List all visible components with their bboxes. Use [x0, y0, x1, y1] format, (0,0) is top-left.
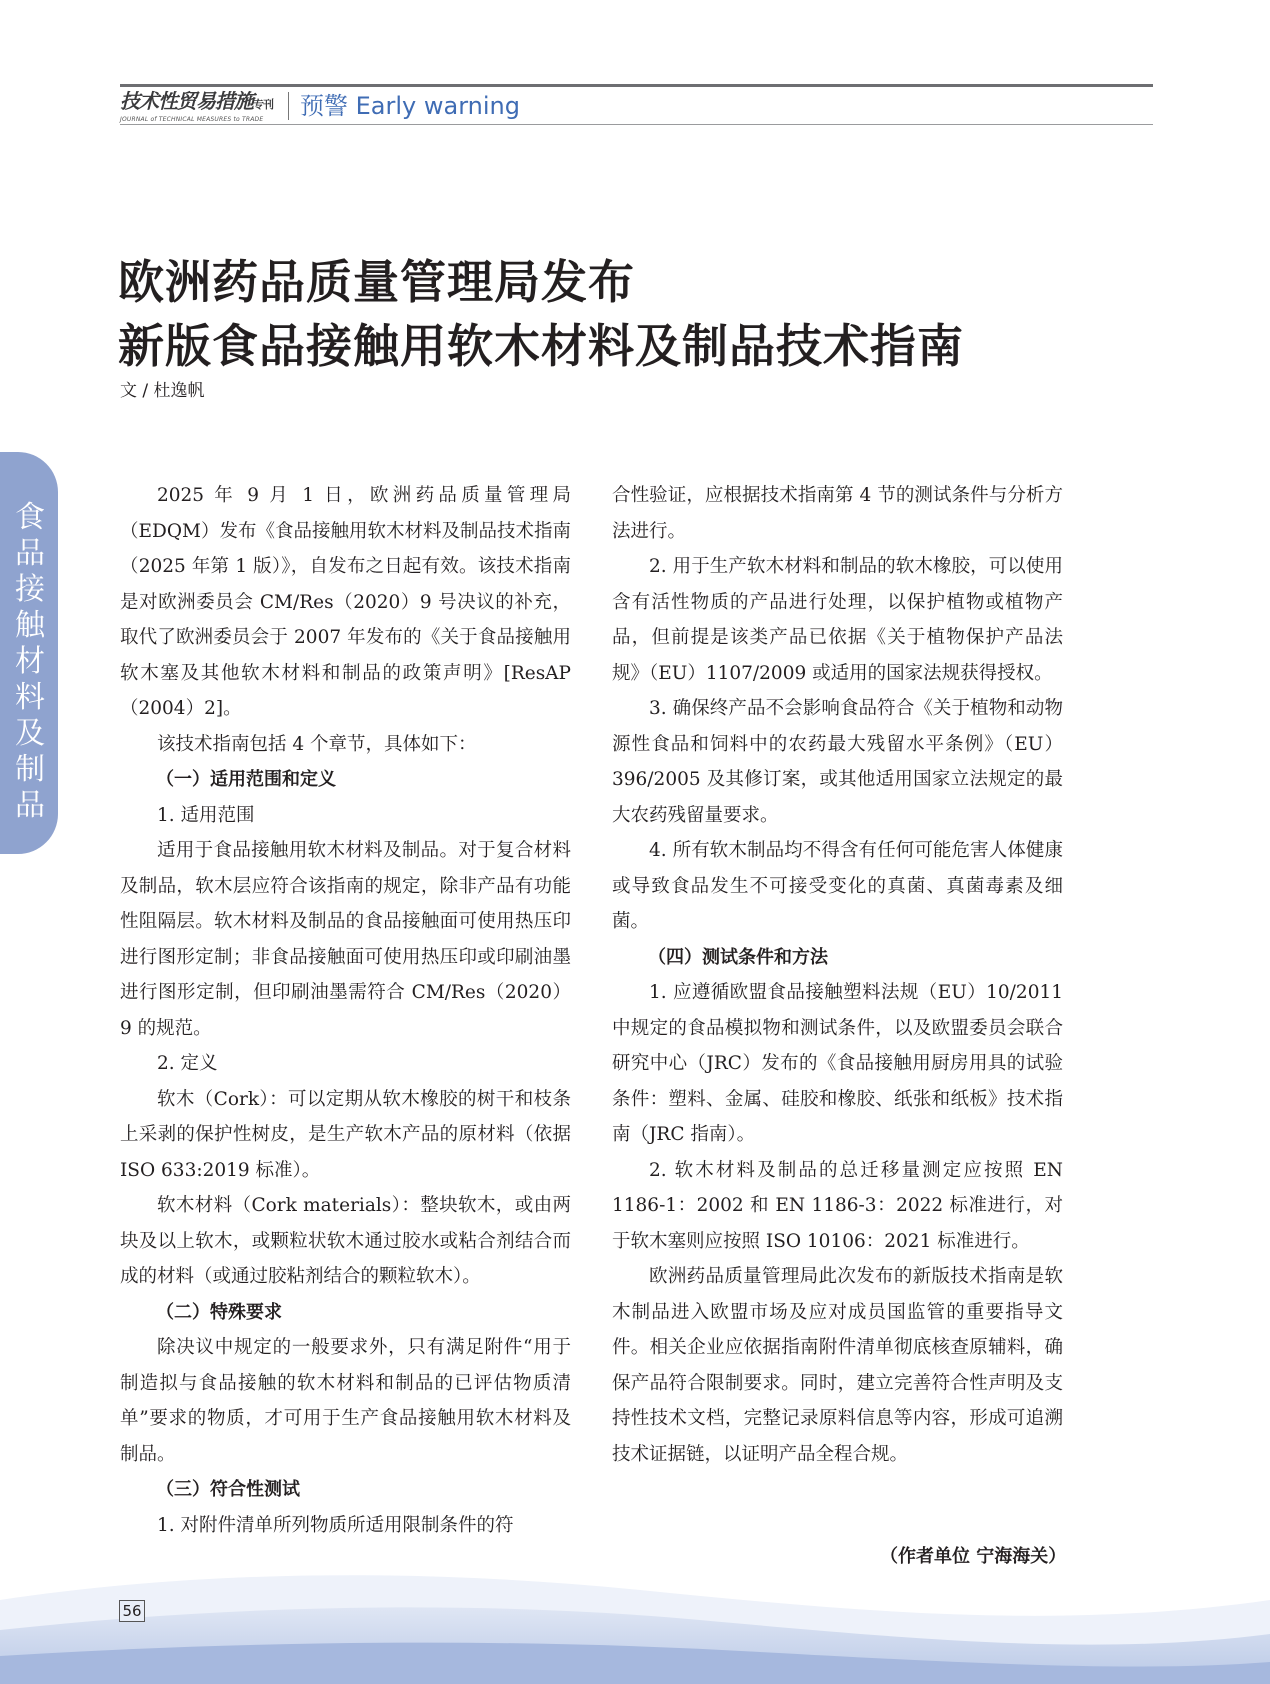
section-heading: （四）测试条件和方法 — [648, 946, 828, 968]
side-tab-char: 触 — [15, 608, 45, 643]
section-label-en: Early warning — [355, 92, 520, 120]
footer-wave-decoration — [0, 1560, 1270, 1684]
paragraph: 2. 用于生产软木材料和制品的软木橡胶，可以使用含有活性物质的产品进行处理，以保护植物或植物产品，但前提是该类产品已依据《关于植物保护产品法规》（EU）1107/2009 或适用的国家法规获得授权。 — [612, 556, 1063, 684]
masthead-suffix: 专刊 — [253, 98, 273, 111]
paragraph: 合性验证，应根据技术指南第 4 节的测试条件与分析方法进行。 — [612, 485, 1063, 542]
title-line-2: 新版食品接触用软木材料及制品技术指南 — [118, 319, 964, 373]
section-heading: （三）符合性测试 — [156, 1479, 300, 1500]
side-tab-char: 制 — [15, 752, 45, 787]
byline: 文 / 杜逸帆 — [120, 381, 205, 401]
side-tab-char: 材 — [15, 644, 45, 679]
side-tab-char: 品 — [15, 788, 45, 823]
header-top-rule — [120, 84, 1153, 87]
journal-masthead — [120, 90, 280, 126]
body-column-right — [612, 478, 1063, 1472]
paragraph: 软木（Cork）：可以定期从软木橡胶的树干和枝条上采剥的保护性树皮，是生产软木产品的原材料（依据 ISO 633:2019 标准）。 — [120, 1088, 571, 1181]
header-bottom-rule — [120, 124, 1153, 125]
section-label — [300, 90, 520, 122]
section-heading: （二）特殊要求 — [156, 1301, 282, 1323]
section-heading: （一）适用范围和定义 — [156, 769, 336, 790]
header-separator — [288, 92, 289, 120]
paragraph: 软木材料（Cork materials）：整块软木，或由两块及以上软木，或颗粒状软木通过胶水或粘合剂结合而成的材料（或通过胶粘剂结合的颗粒软木）。 — [120, 1195, 571, 1287]
body-column-left — [120, 478, 571, 1543]
author-affiliation: （作者单位 宁海海关） — [880, 1546, 1067, 1567]
side-tab-char: 及 — [15, 716, 45, 751]
section-label-cn: 预警 — [300, 92, 348, 120]
side-tab-char: 接 — [15, 572, 45, 607]
article-title — [118, 250, 1078, 378]
masthead-title: 技术性贸易措施 — [120, 89, 253, 113]
paragraph: 2. 定义 — [157, 1053, 218, 1074]
paragraph: 欧洲药品质量管理局此次发布的新版技术指南是软木制品进入欧盟市场及应对成员国监管的重要指导文件。相关企业应依据指南附件清单彻底核查原辅料，确保产品符合限制要求。同时，建立完善符合性声明及支持性技术文档，完整记录原料信息等内容，形成可追溯技术证据链，以证明产品全程合规。 — [612, 1266, 1063, 1465]
paragraph: 1. 应遵循欧盟食品接触塑料法规（EU）10/2011 中规定的食品模拟物和测试条件，以及欧盟委员会联合研究中心（JRC）发布的《食品接触用厨房用具的试验条件：塑料、金属、硅胶和橡胶、纸张和纸板》技术指南（JRC 指南）。 — [612, 982, 1063, 1145]
side-tab-char: 品 — [15, 536, 45, 571]
paragraph: 1. 对附件清单所列物质所适用限制条件的符 — [157, 1514, 514, 1536]
category-side-tab-label — [10, 500, 50, 824]
paragraph: 除决议中规定的一般要求外，只有满足附件“用于制造拟与食品接触的软木材料和制品的已评估物质清单”要求的物质，才可用于生产食品接触用软木材料及制品。 — [120, 1337, 571, 1465]
side-tab-char: 食 — [15, 500, 45, 535]
paragraph: 2. 软木材料及制品的总迁移量测定应按照 EN 1186-1：2002 和 EN 1186-3：2022 标准进行，对于软木塞则应按照 ISO 10106：2021 标准进行。 — [612, 1159, 1063, 1252]
paragraph: 2025 年 9 月 1 日，欧洲药品质量管理局（EDQM）发布《食品接触用软木材料及制品技术指南（2025 年第 1 版）》，自发布之日起有效。该技术指南是对欧洲委员会 CM/Res（2020）9 号决议的补充，取代了欧洲委员会于 2007 年发布的《关于食品接触用软木塞及其他软木材料和制品的政策声明》[ResAP（2004）2]。 — [120, 485, 571, 719]
paragraph: 1. 适用范围 — [157, 804, 255, 826]
masthead-english: JOURNAL of TECHNICAL MEASURES to TRADE — [120, 116, 264, 123]
page-number: 56 — [119, 1600, 145, 1622]
paragraph: 3. 确保终产品不会影响食品符合《关于植物和动物源性食品和饲料中的农药最大残留水平条例》（EU）396/2005 及其修订案，或其他适用国家立法规定的最大农药残留量要求。 — [612, 698, 1063, 826]
side-tab-char: 料 — [15, 680, 45, 715]
title-line-1: 欧洲药品质量管理局发布 — [118, 255, 635, 309]
paragraph: 4. 所有软木制品均不得含有任何可能危害人体健康或导致食品发生不可接受变化的真菌、真菌毒素及细菌。 — [612, 840, 1063, 932]
paragraph: 适用于食品接触用软木材料及制品。对于复合材料及制品，软木层应符合该指南的规定，除非产品有功能性阻隔层。软木材料及制品的食品接触面可使用热压印进行图形定制；非食品接触面可使用热压印或印刷油墨进行图形定制，但印刷油墨需符合 CM/Res（2020）9 的规范。 — [120, 840, 571, 1039]
paragraph: 该技术指南包括 4 个章节，具体如下： — [157, 733, 477, 755]
